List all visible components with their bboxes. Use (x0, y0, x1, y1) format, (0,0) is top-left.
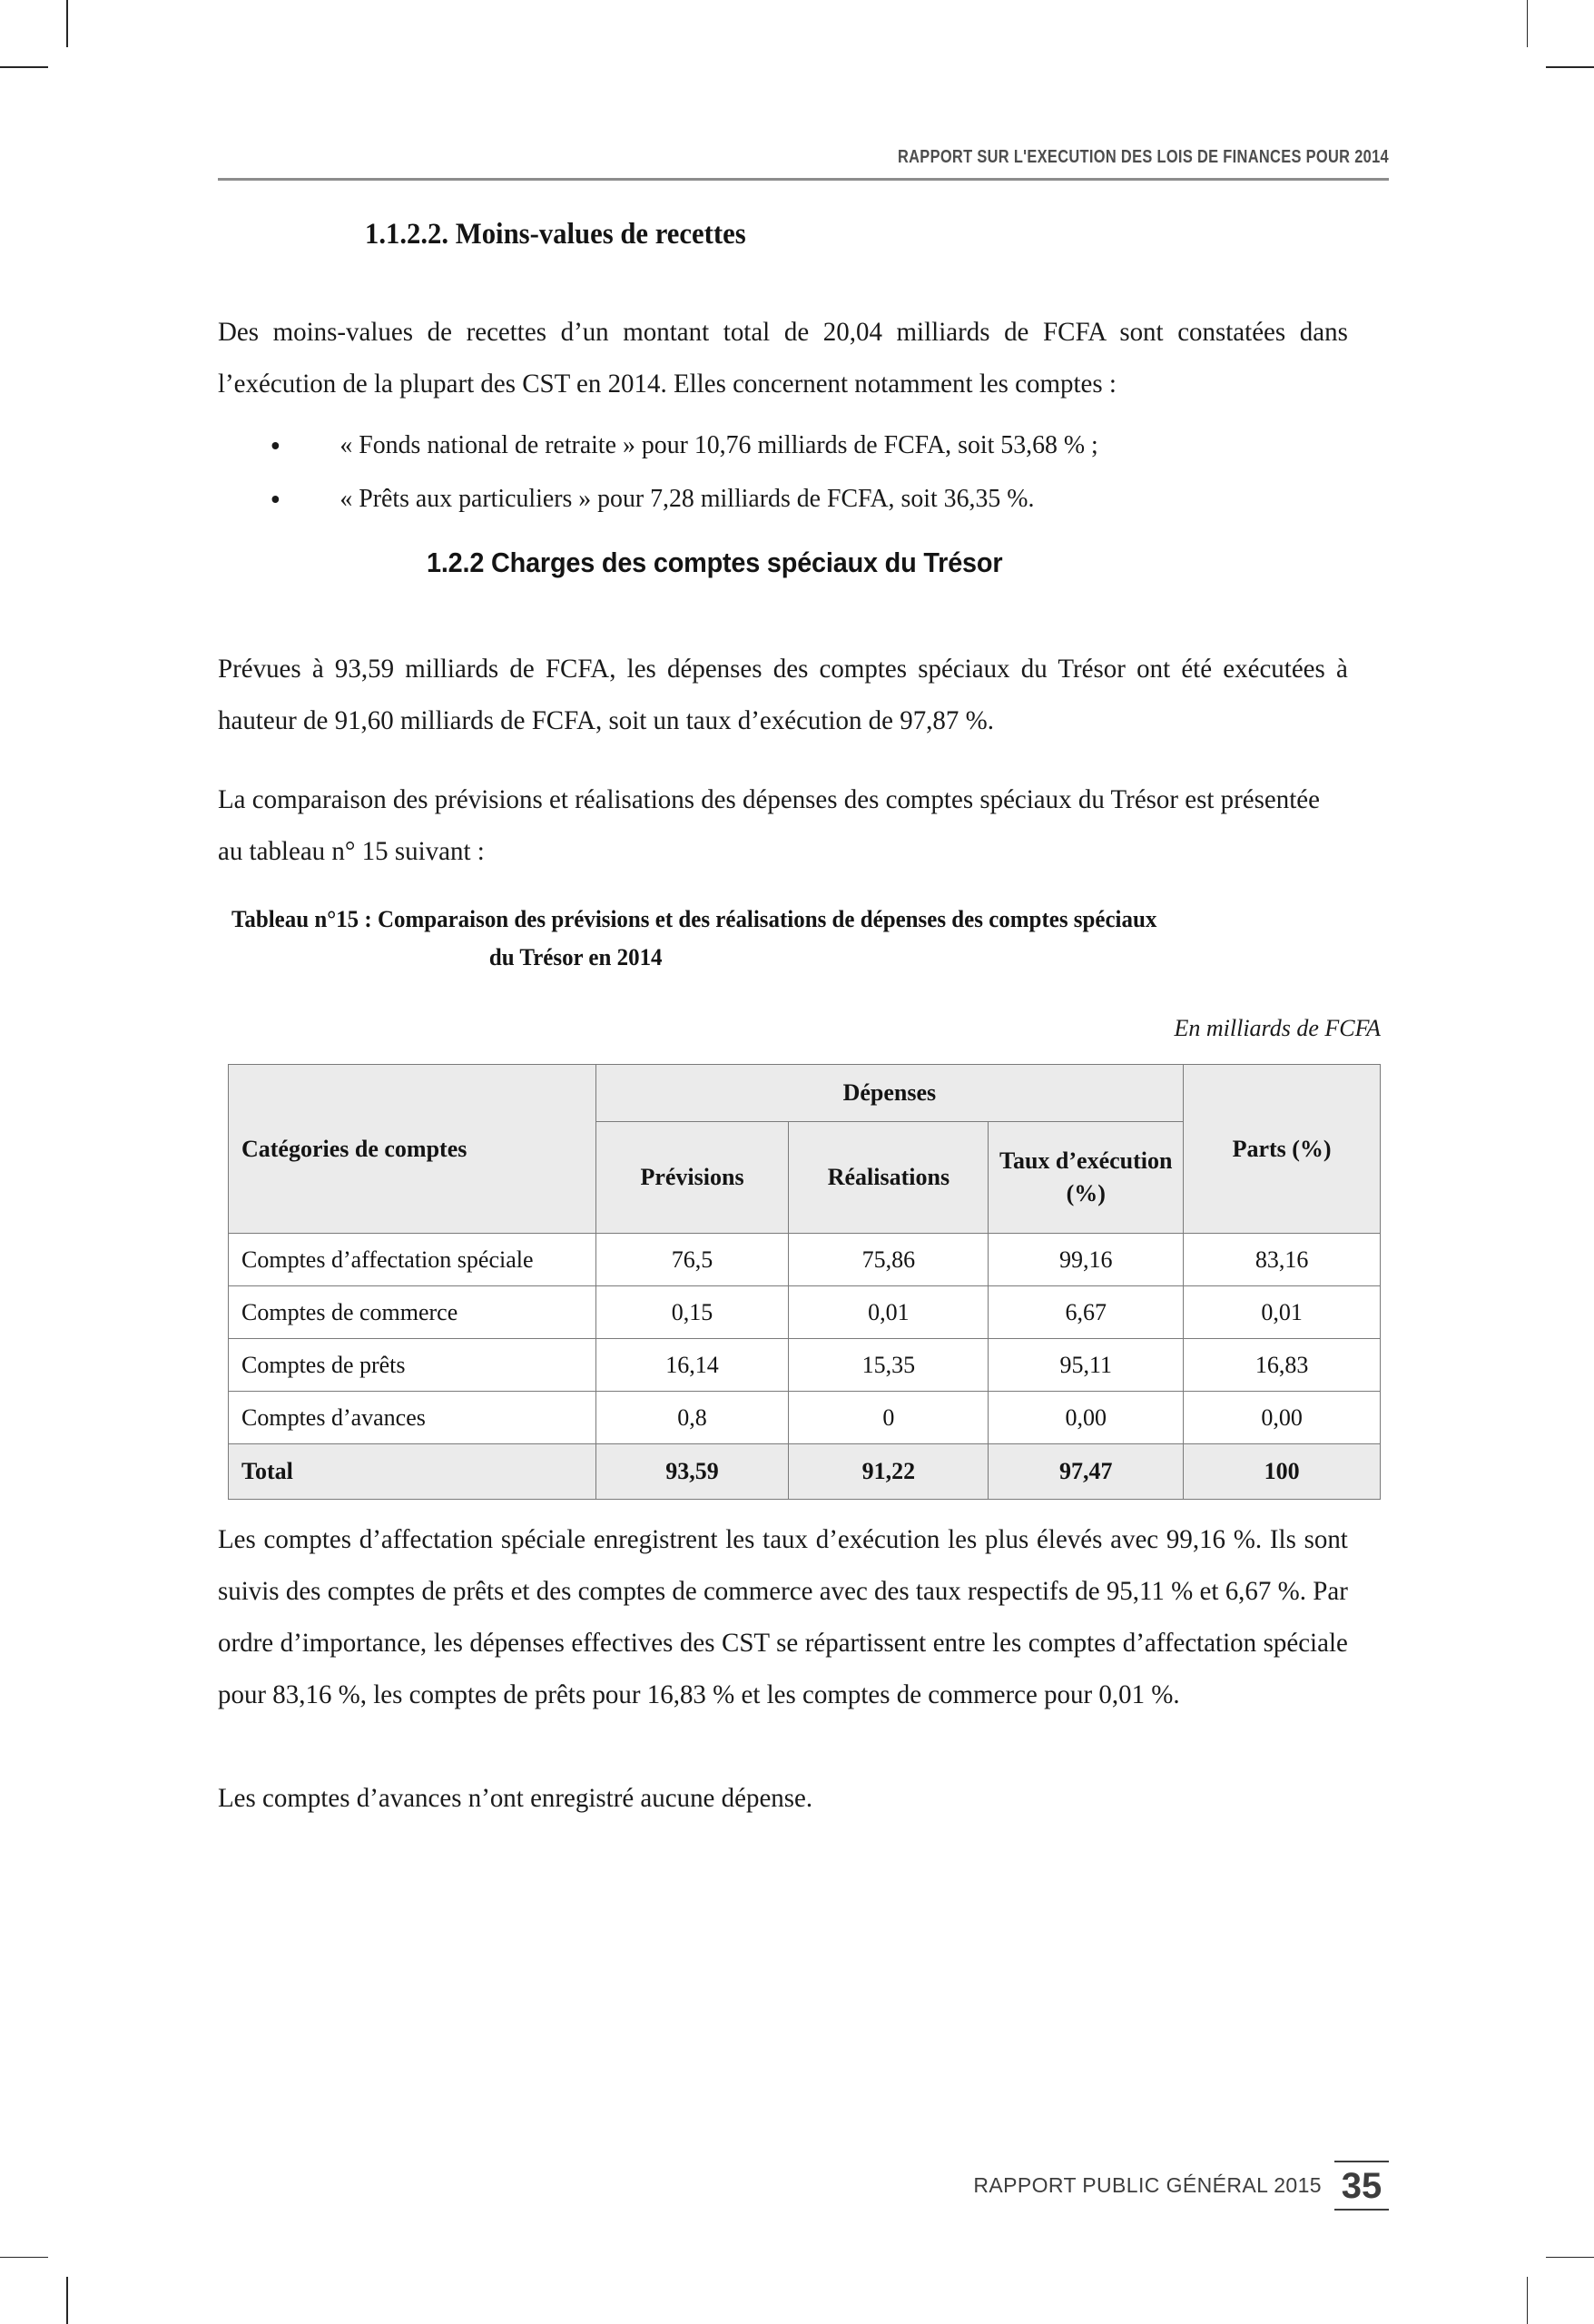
list-item-label: « Fonds national de retraite » pour 10,76 milliards de FCFA, soit 53,68 % ; (339, 430, 1098, 459)
table-comparaison-depenses-cst (228, 1064, 1381, 1500)
table-header-parts: Parts (%) (1184, 1065, 1381, 1234)
cell-category: Comptes de commerce (229, 1286, 596, 1339)
table-row (229, 1234, 1381, 1286)
cell-previsions: 76,5 (595, 1234, 789, 1286)
table-units-note: En milliards de FCFA (1174, 1015, 1381, 1041)
cell-previsions: 16,14 (595, 1339, 789, 1392)
paragraph-comparaison: La comparaison des prévisions et réalisations des dépenses des comptes spéciaux du Trésor est présentée au tableau n° 15 suivant : (218, 784, 1320, 866)
bullet-dot-icon (272, 442, 280, 449)
table-header-depenses: Dépenses (595, 1065, 1184, 1122)
paragraph-intro: Des moins-values de recettes d’un montant total de 20,04 milliards de FCFA sont constatées dans l’exécution de la plupart des CST en 2014. Elles concernent notamment les comptes : (218, 317, 1348, 399)
cell-category: Comptes de prêts (229, 1339, 596, 1392)
section-heading-moins-values: 1.1.2.2. Moins-values de recettes (365, 218, 746, 251)
cell-parts: 0,00 (1184, 1392, 1381, 1444)
cell-total-realisations: 91,22 (789, 1444, 989, 1500)
cell-taux: 95,11 (989, 1339, 1184, 1392)
page-number: 35 (1341, 2166, 1382, 2206)
list-item-label: « Prêts aux particuliers » pour 7,28 milliards de FCFA, soit 36,35 %. (339, 484, 1035, 513)
table-total-row (229, 1444, 1381, 1500)
table-header-row-1 (229, 1065, 1381, 1122)
paragraph-analysis: Les comptes d’affectation spéciale enregistrent les taux d’exécution les plus élevés avec 99,16 %. Ils sont suivis des comptes de prêts et des comptes de commerce avec des taux respectifs de 95,11 % et 6,67 %. Par ordre d’importance, les dépenses effectives des CST se répartissent entre les comptes d’affectation spéciale pour 83,16 %, les comptes de prêts pour 16,83 % et les comptes de commerce pour 0,01 %. (218, 1524, 1348, 1709)
list-item (218, 419, 1342, 472)
paragraph-prevues: Prévues à 93,59 milliards de FCFA, les dépenses des comptes spéciaux du Trésor ont été exécutées à hauteur de 91,60 milliards de FCFA, soit un taux d’exécution de 97,87 %. (218, 654, 1348, 735)
cell-parts: 83,16 (1184, 1234, 1381, 1286)
crop-mark-bottom-right-horizontal (1546, 2257, 1594, 2259)
list-item (218, 472, 1342, 526)
cell-category: Comptes d’avances (229, 1392, 596, 1444)
table-head (229, 1065, 1381, 1234)
footer-text: RAPPORT PUBLIC GÉNÉRAL 2015 (973, 2173, 1322, 2197)
crop-mark-bottom-left-horizontal (0, 2257, 48, 2259)
table-row (229, 1392, 1381, 1444)
cell-previsions: 0,15 (595, 1286, 789, 1339)
table-header-realisations: Réalisations (789, 1122, 989, 1234)
cell-taux: 0,00 (989, 1392, 1184, 1444)
cell-realisations: 15,35 (789, 1339, 989, 1392)
crop-mark-bottom-left-vertical (66, 2277, 68, 2324)
table-caption-line1: Tableau n°15 : Comparaison des prévisions et des réalisations de dépenses des comptes spéciaux (231, 906, 1157, 932)
cell-category: Comptes d’affectation spéciale (229, 1234, 596, 1286)
cell-realisations: 75,86 (789, 1234, 989, 1286)
paragraph-avances: Les comptes d’avances n’ont enregistré aucune dépense. (218, 1783, 813, 1813)
cell-total-parts: 100 (1184, 1444, 1381, 1500)
table-header-categories: Catégories de comptes (229, 1065, 596, 1234)
bullet-dot-icon (272, 496, 280, 503)
table-body (229, 1234, 1381, 1500)
page-footer (973, 2161, 1389, 2211)
cell-parts: 16,83 (1184, 1339, 1381, 1392)
crop-mark-top-right-vertical (1527, 0, 1529, 47)
cell-previsions: 0,8 (595, 1392, 789, 1444)
cell-realisations: 0 (789, 1392, 989, 1444)
table-caption (231, 901, 1338, 977)
bullet-list (218, 419, 1389, 526)
running-head-rule (218, 178, 1389, 181)
crop-mark-top-left-horizontal (0, 66, 48, 68)
page-content (218, 0, 1389, 2324)
page-number-box (1334, 2161, 1389, 2211)
table-row (229, 1339, 1381, 1392)
table-header-previsions: Prévisions (595, 1122, 789, 1234)
table-caption-line2: du Trésor en 2014 (488, 944, 663, 970)
table-header-taux-execution: Taux d’exécution (%) (989, 1122, 1184, 1234)
cell-realisations: 0,01 (789, 1286, 989, 1339)
crop-mark-bottom-right-vertical (1527, 2277, 1529, 2324)
section-heading-charges: 1.2.2 Charges des comptes spéciaux du Trésor (427, 547, 1003, 578)
cell-total-label: Total (229, 1444, 596, 1500)
cell-taux: 6,67 (989, 1286, 1184, 1339)
cell-total-previsions: 93,59 (595, 1444, 789, 1500)
crop-mark-top-right-horizontal (1546, 66, 1594, 68)
cell-total-taux: 97,47 (989, 1444, 1184, 1500)
cell-taux: 99,16 (989, 1234, 1184, 1286)
cell-parts: 0,01 (1184, 1286, 1381, 1339)
table-row (229, 1286, 1381, 1339)
running-head: RAPPORT SUR L'EXECUTION DES LOIS DE FINANCES POUR 2014 (897, 147, 1389, 167)
crop-mark-top-left-vertical (66, 0, 68, 47)
